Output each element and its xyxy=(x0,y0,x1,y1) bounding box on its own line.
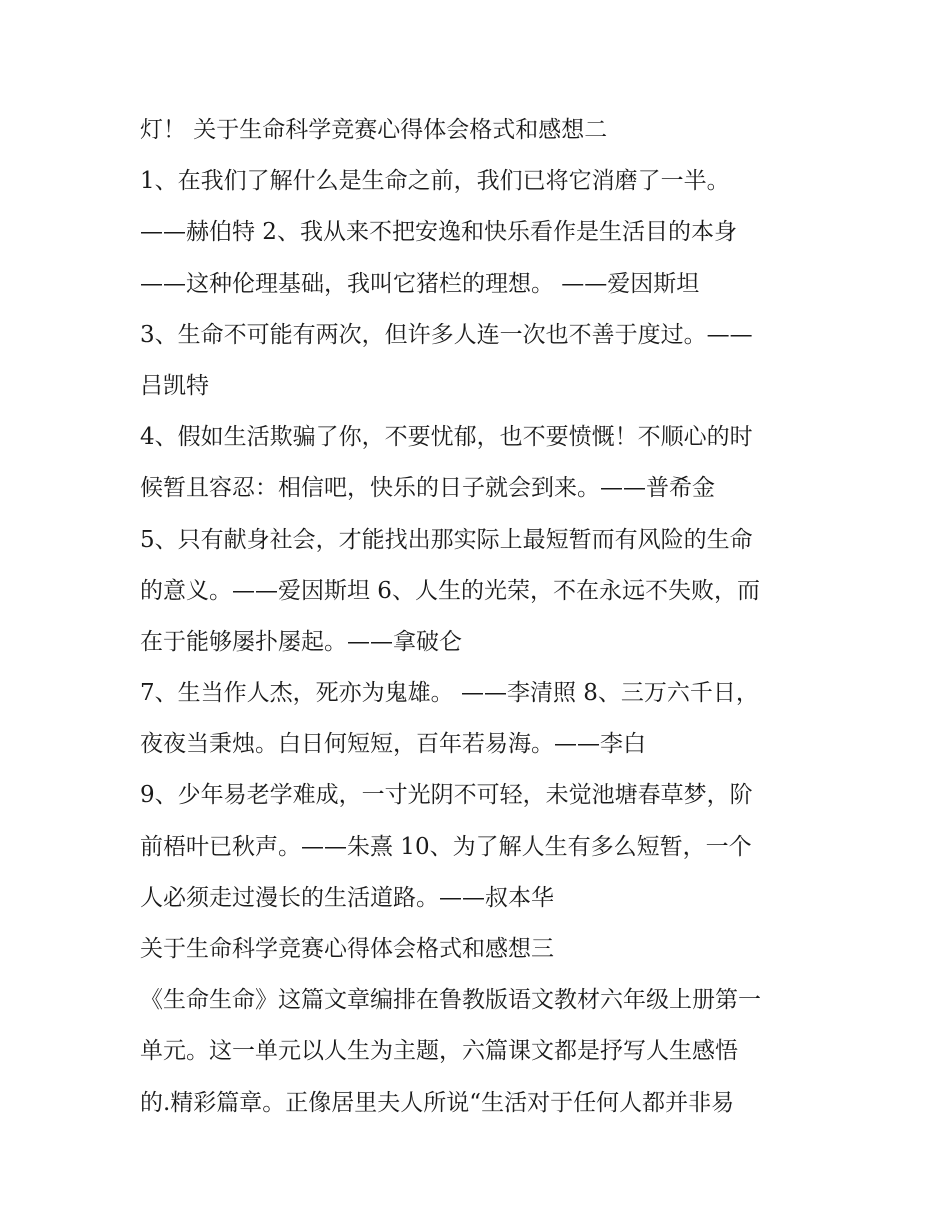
document-line: 5、只有献身社会，才能找出那实际上最短暂而有风险的生命 xyxy=(140,526,753,553)
document-line: 候暂且容忍：相信吧，快乐的日子就会到来。——普希金 xyxy=(140,475,715,502)
document-line: 7、生当作人杰，死亦为鬼雄。 ——李清照 8、三万六千日， xyxy=(140,680,759,707)
document-line: ——赫伯特 2、我从来不把安逸和快乐看作是生活目的本身 xyxy=(140,219,737,246)
document-line: 吕凯特 xyxy=(140,372,209,399)
document-line: 1、在我们了解什么是生命之前，我们已将它消磨了一半。 xyxy=(140,168,730,195)
document-line: 灯！ 关于生命科学竞赛心得体会格式和感想二 xyxy=(140,117,608,143)
document-line: 人必须走过漫长的生活道路。——叔本华 xyxy=(140,884,554,911)
document-line: 在于能够屡扑屡起。——拿破仑 xyxy=(140,628,462,655)
document-line: 单元。这一单元以人生为主题，六篇课文都是抒写人生感悟 xyxy=(140,1038,738,1065)
document-line: 9、少年易老学难成，一寸光阴不可轻，未觉池塘春草梦，阶 xyxy=(140,782,753,809)
document-line: 前梧叶已秋声。——朱熹 10、为了解人生有多么短暂，一个 xyxy=(140,833,752,860)
document-body xyxy=(140,105,840,1129)
document-line: ——这种伦理基础，我叫它猪栏的理想。 ——爱因斯坦 xyxy=(140,270,700,297)
document-line: 的.精彩篇章。正像居里夫人所说“生活对于任何人都并非易 xyxy=(140,1089,735,1116)
document-line: 4、假如生活欺骗了你，不要忧郁，也不要愤慨！不顺心的时 xyxy=(140,424,753,451)
document-line: 关于生命科学竞赛心得体会格式和感想三 xyxy=(140,936,554,962)
document-line: 3、生命不可能有两次，但许多人连一次也不善于度过。—— xyxy=(140,321,753,348)
document-line: 夜夜当秉烛。白日何短短，百年若易海。——李白 xyxy=(140,731,646,758)
document-line: 的意义。——爱因斯坦 6、人生的光荣，不在永远不失败，而 xyxy=(140,577,760,604)
document-line: 《生命生命》这篇文章编排在鲁教版语文教材六年级上册第一 xyxy=(140,987,761,1014)
